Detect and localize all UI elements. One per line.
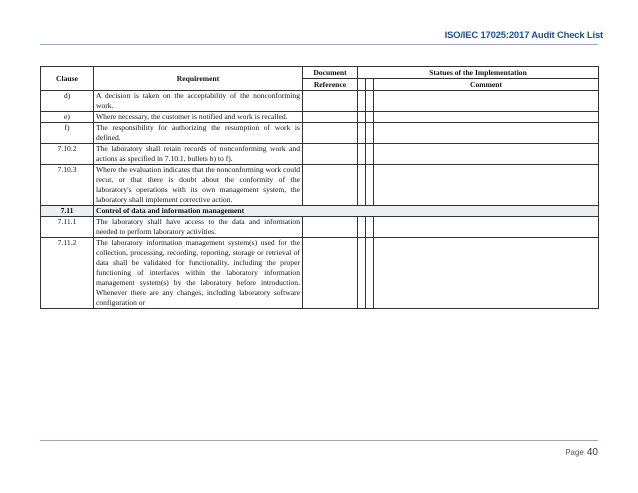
table-row bbox=[41, 217, 599, 238]
section-heading-row bbox=[41, 206, 599, 217]
table-row bbox=[41, 112, 599, 123]
requirement-cell: Where the evaluation indicates that the nonconforming work could recur, or that there is doubt about the conformity of the laboratory's operations with its own management system, the laboratory shall implement corrective action. bbox=[94, 165, 303, 206]
clause-cell: e) bbox=[41, 112, 94, 123]
status-check-cell[interactable] bbox=[366, 238, 374, 309]
status-check-cell[interactable] bbox=[358, 112, 366, 123]
clause-column-header: Clause bbox=[41, 67, 94, 91]
document-column-header: Document bbox=[303, 67, 358, 79]
table-header-row bbox=[41, 67, 599, 79]
comment-cell[interactable] bbox=[374, 112, 599, 123]
clause-cell: f) bbox=[41, 123, 94, 144]
status-check-cell[interactable] bbox=[358, 217, 366, 238]
table-row bbox=[41, 144, 599, 165]
requirement-cell: The laboratory shall retain records of nonconforming work and actions as specified in 7.10.1, bullets b) to f). bbox=[94, 144, 303, 165]
requirement-cell: A decision is taken on the acceptability of the nonconforming work. bbox=[94, 91, 303, 112]
requirement-cell: The laboratory information management system(s) used for the collection, processing, recording, reporting, storage or retrieval of data shall be validated for functionality, including the proper functioning of interfaces within the laboratory information management system(s) by the laboratory before introduction. Whenever there are any changes, including laboratory software configuration or bbox=[94, 238, 303, 309]
comment-cell[interactable] bbox=[374, 91, 599, 112]
section-clause-cell: 7.11 bbox=[41, 206, 94, 217]
clause-cell: d) bbox=[41, 91, 94, 112]
status-check-cell[interactable] bbox=[366, 144, 374, 165]
table-row bbox=[41, 238, 599, 309]
requirement-column-header: Requirement bbox=[94, 67, 303, 91]
page-label-text: Page bbox=[565, 448, 584, 457]
requirement-cell: The responsibility for authorizing the resumption of work is defined. bbox=[94, 123, 303, 144]
table-row bbox=[41, 165, 599, 206]
document-reference-cell[interactable] bbox=[303, 165, 358, 206]
footer-divider bbox=[40, 440, 598, 441]
status-check-cell[interactable] bbox=[366, 112, 374, 123]
document-reference-cell[interactable] bbox=[303, 112, 358, 123]
section-title-cell: Control of data and information management bbox=[94, 206, 599, 217]
comment-cell[interactable] bbox=[374, 217, 599, 238]
status-check-cell[interactable] bbox=[366, 217, 374, 238]
document-reference-cell[interactable] bbox=[303, 123, 358, 144]
clause-cell: 7.10.2 bbox=[41, 144, 94, 165]
header-divider bbox=[40, 44, 598, 45]
status-check-cell[interactable] bbox=[366, 165, 374, 206]
document-reference-cell[interactable] bbox=[303, 217, 358, 238]
comment-cell[interactable] bbox=[374, 144, 599, 165]
document-reference-cell[interactable] bbox=[303, 91, 358, 112]
comment-cell[interactable] bbox=[374, 165, 599, 206]
page-number-label bbox=[565, 447, 598, 458]
document-reference-cell[interactable] bbox=[303, 144, 358, 165]
status-check-1-header bbox=[358, 79, 366, 91]
clause-cell: 7.11.2 bbox=[41, 238, 94, 309]
clause-cell: 7.10.3 bbox=[41, 165, 94, 206]
status-check-cell[interactable] bbox=[358, 123, 366, 144]
status-check-cell[interactable] bbox=[358, 91, 366, 112]
requirement-cell: Where necessary, the customer is notified and work is recalled. bbox=[94, 112, 303, 123]
status-check-cell[interactable] bbox=[358, 238, 366, 309]
status-check-cell[interactable] bbox=[358, 165, 366, 206]
comment-cell[interactable] bbox=[374, 238, 599, 309]
status-check-cell[interactable] bbox=[366, 91, 374, 112]
clause-cell: 7.11.1 bbox=[41, 217, 94, 238]
document-reference-cell[interactable] bbox=[303, 238, 358, 309]
table-row bbox=[41, 91, 599, 112]
status-check-cell[interactable] bbox=[366, 123, 374, 144]
page-header-title: ISO/IEC 17025:2017 Audit Check List bbox=[444, 30, 603, 41]
table-row bbox=[41, 123, 599, 144]
comment-cell[interactable] bbox=[374, 123, 599, 144]
comment-column-header: Comment bbox=[374, 79, 599, 91]
page-number: 40 bbox=[586, 447, 598, 458]
status-column-header: Statues of the Implementation bbox=[358, 67, 599, 79]
requirement-cell: The laboratory shall have access to the data and information needed to perform laboratory activities. bbox=[94, 217, 303, 238]
reference-column-header: Reference bbox=[303, 79, 358, 91]
status-check-2-header bbox=[366, 79, 374, 91]
audit-checklist-table bbox=[40, 66, 599, 309]
status-check-cell[interactable] bbox=[358, 144, 366, 165]
